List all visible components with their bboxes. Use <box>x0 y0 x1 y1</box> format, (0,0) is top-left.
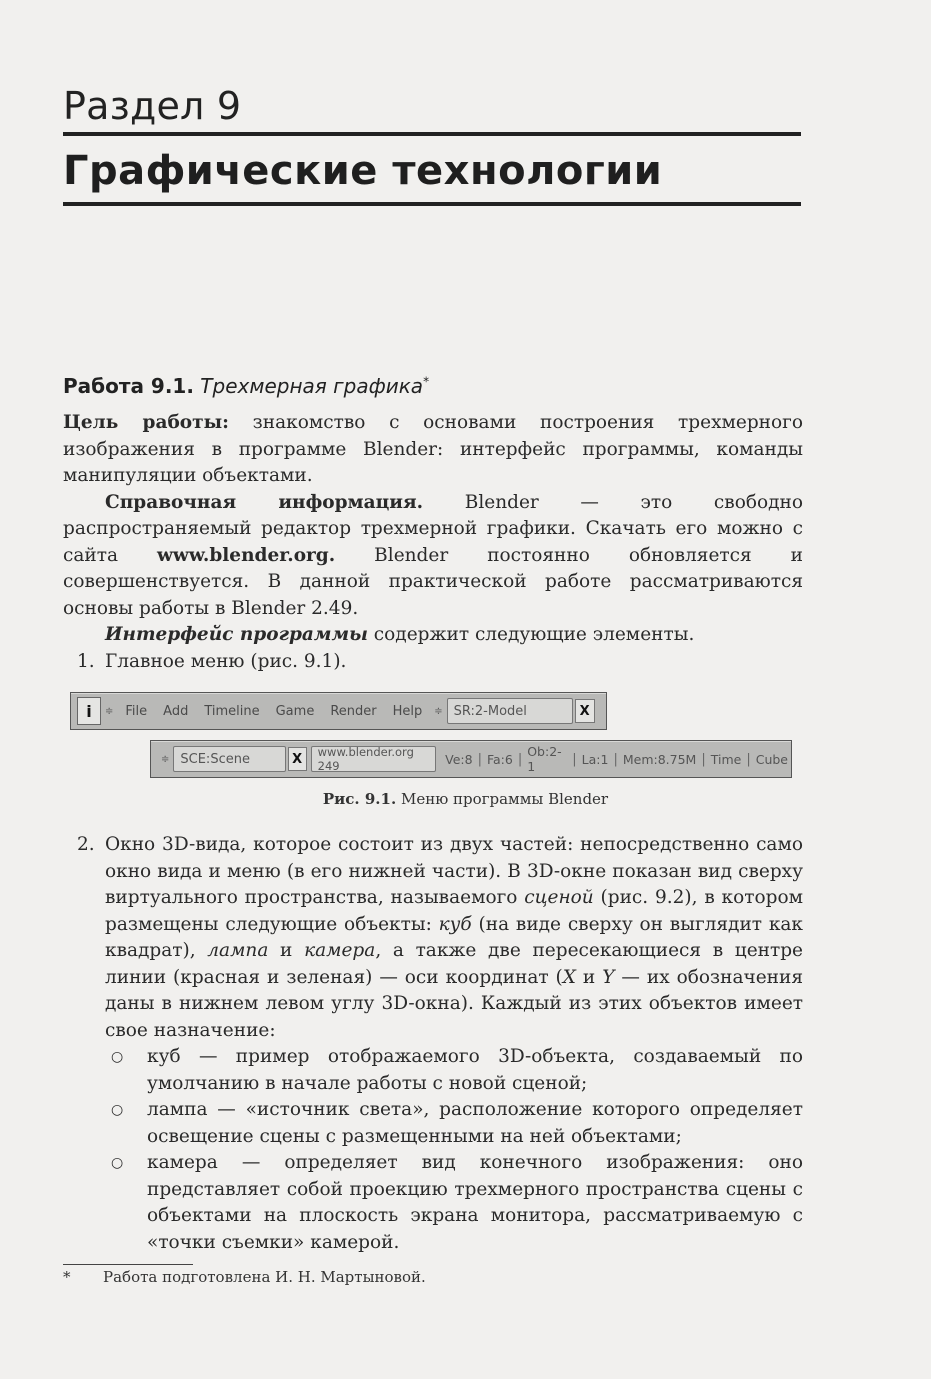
blender-main-menu-bar <box>70 692 607 730</box>
stat-time: Time <box>710 751 742 767</box>
bullet-camera-text: камера — определяет вид конечного изображения: оно представляет собой проекцию трехмерного пространства сцены с объектами на плоскость экрана монитора, рассматриваемую с «точки съемки» камерой. <box>147 1152 803 1253</box>
screen-arrows-icon[interactable]: ≑ <box>434 705 443 717</box>
term-scene: сценой <box>524 887 594 908</box>
axis-y: Y <box>602 966 615 988</box>
stat-lamps: La:1 <box>581 751 609 767</box>
item-1-number: 1. <box>77 651 95 672</box>
work-title: Трехмерная графика <box>200 374 424 398</box>
footnote-rule <box>63 1264 193 1265</box>
bullet-circle-icon: ○ <box>111 1049 124 1065</box>
item-2-text-1: Окно 3D-вида, которое состоит из двух частей: непосредственно само окно вида и меню (в его нижней части). В 3D-окне показан вид сверху виртуального пространства, называемого <box>105 834 803 908</box>
interface-intro <box>63 622 803 649</box>
term-camera: камера <box>304 940 376 961</box>
bullet-lamp-text: лампа — «источник света», расположение которого определяет освещение сцены с размещенными на ней объектами; <box>147 1099 803 1147</box>
work-heading <box>63 374 429 398</box>
item-2-text-4: и <box>268 940 305 961</box>
item-2-text-2: (рис. 9.2), в котором размещены следующие объекты: <box>105 887 803 935</box>
footnote <box>63 1268 426 1286</box>
item-2-text-5: , а также две пересекающиеся в центре линии (красная и зеленая) — оси координат ( <box>105 940 804 988</box>
footnote-text: Работа подготовлена И. Н. Мартыновой. <box>103 1268 426 1286</box>
menu-file[interactable]: File <box>125 703 148 719</box>
menu-timeline[interactable]: Timeline <box>204 703 260 719</box>
scene-field[interactable]: SCE:Scene <box>173 746 285 772</box>
blender-scene-bar: ≑ SCE:Scene X www.blender.org 249 Ve:8 | Fa:6 | Ob:2-1 | La:1 | Mem:8.75M | Time | Cube <box>150 740 792 778</box>
blender-site: www.blender.org. <box>156 544 336 566</box>
scene-close-icon[interactable]: X <box>288 747 307 771</box>
figure-caption <box>0 790 931 808</box>
version-field: www.blender.org 249 <box>311 746 436 772</box>
item-2-text-7: — их обозначения даны в нижнем левом углу 3D-окна). Каждый из этих объектов имеет свое назначение: <box>105 966 804 1041</box>
goal-text: знакомство с основами построения трехмерного изображения в программе Blender: интерфейс программы, команды манипуляции объектами. <box>63 412 803 486</box>
menu-render[interactable]: Render <box>330 703 377 719</box>
work-footnote-mark: * <box>423 374 430 389</box>
item-2-number: 2. <box>77 834 95 855</box>
item-2-text-3: (на виде сверху он выглядит как квадрат), <box>105 913 803 961</box>
stat-active-object: Cube <box>755 751 788 767</box>
bullet-cube-text: куб — пример отображаемого 3D-объекта, создаваемый по умолчанию в начале работы с новой сценой; <box>147 1046 803 1094</box>
screen-field[interactable]: SR:2-Model <box>447 698 573 724</box>
figure-text: Меню программы Blender <box>396 790 609 808</box>
top-rule <box>63 132 801 136</box>
menu-game[interactable]: Game <box>275 703 315 719</box>
stat-faces: Fa:6 <box>486 751 513 767</box>
menu-add[interactable]: Add <box>163 703 189 719</box>
bottom-rule <box>63 202 801 206</box>
section-label: Раздел 9 <box>63 84 242 128</box>
reference-text-1: Blender — это свободно распространяемый редактор трехмерной графики. Скачать его можно с сайта <box>63 491 803 566</box>
stat-objects: Ob:2-1 <box>527 744 562 774</box>
bullet-circle-icon: ○ <box>111 1102 124 1118</box>
item-1-text: Главное меню (рис. 9.1). <box>105 651 347 672</box>
reference-text-2: Blender постоянно обновляется и совершенствуется. В данной практической работе рассматриваются основы работы в Blender 2.49. <box>63 544 803 619</box>
item-1 <box>63 649 803 676</box>
screen-close-icon[interactable]: X <box>575 699 595 723</box>
info-icon[interactable]: i <box>77 697 101 725</box>
stat-vertices: Ve:8 <box>445 751 473 767</box>
item-2-text-6: и <box>575 966 603 988</box>
chapter-title: Графические технологии <box>63 148 663 194</box>
figure-label: Рис. 9.1. <box>322 790 397 808</box>
work-number: Работа 9.1. <box>63 374 194 398</box>
reference-paragraph <box>63 490 803 623</box>
term-lamp: лампа <box>207 940 269 961</box>
bullet-cube <box>63 1044 803 1097</box>
menu-help[interactable]: Help <box>392 703 423 719</box>
scene-arrows-icon[interactable]: ≑ <box>161 753 170 765</box>
interface-text: содержит следующие элементы. <box>367 624 695 645</box>
window-type-arrows-icon[interactable]: ≑ <box>105 705 114 717</box>
term-cube: куб <box>438 913 472 935</box>
goal-paragraph <box>63 410 803 490</box>
bullet-camera <box>63 1150 803 1256</box>
interface-label: Интерфейс программы <box>105 624 368 645</box>
bullet-lamp <box>63 1097 803 1150</box>
intro-text <box>63 410 803 649</box>
item-2 <box>63 832 803 1256</box>
stat-memory: Mem:8.75M <box>622 751 697 767</box>
footnote-mark: * <box>63 1268 71 1286</box>
goal-label: Цель работы: <box>63 412 229 433</box>
reference-label: Справочная информация. <box>105 491 424 513</box>
axis-x: X <box>562 966 576 988</box>
bullet-circle-icon: ○ <box>111 1155 124 1171</box>
